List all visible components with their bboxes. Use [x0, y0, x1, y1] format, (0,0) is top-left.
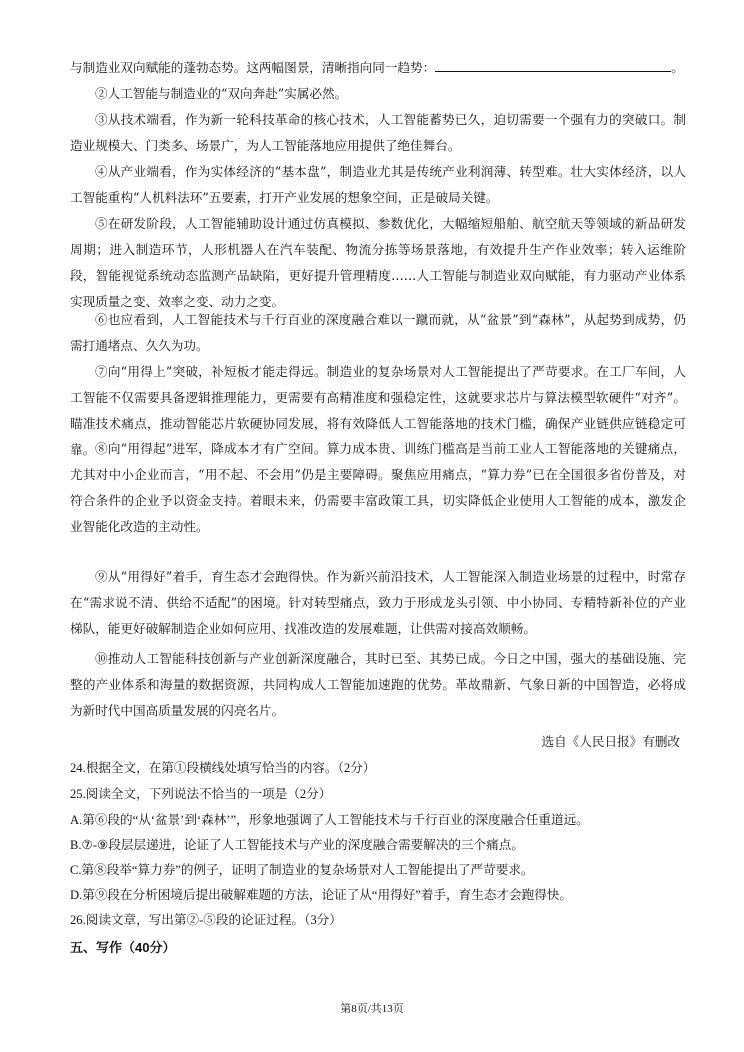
paragraph-1-text: 与制造业双向赋能的蓬勃态势。这两幅图景，清晰指向同一趋势： — [70, 60, 436, 75]
paragraph-6: ⑥也应看到，人工智能技术与千行百业的深度融合难以一蹴而就，从“盆景”到“森林”，从起势到成势，仍需打通堵点、久久为功。 — [70, 312, 686, 353]
paragraph-1-end — [70, 55, 686, 81]
answer-blank[interactable] — [435, 57, 671, 72]
paragraph-3: ③从技术端看，作为新一轮科技革命的核心技术，人工智能蓄势已久，迫切需要一个强有力的突破口。制造业规模大、门类多、场景广，为人工智能落地应用提供了绝佳舞台。 — [70, 112, 686, 153]
question-26: 26.阅读文章，写出第②-⑤段的论证过程。（3分） — [70, 913, 342, 927]
question-25-option-a[interactable]: A.第⑥段的“从‘盆景’到‘森林’”，形象地强调了人工智能技术与千行百业的深度融合任重道远。 — [70, 813, 589, 827]
question-24: 24.根据全文，在第①段横线处填写恰当的内容。（2分） — [70, 761, 376, 775]
paragraph-9: ⑨从“用得好”着手，育生态才会跑得快。作为新兴前沿技术，人工智能深入制造业场景的过程中，时常存在“需求说不清、供给不适配”的困境。针对转型痛点，致力于形成龙头引领、中小协同、专精特新补位的产业梯队，能更好破解制造企业如何应用、找准改造的发展难题，让供需对接高效顺畅。 — [70, 569, 686, 636]
paragraph-10: ⑩推动人工智能科技创新与产业创新深度融合，其时已至、其势已成。今日之中国，强大的基础设施、完整的产业体系和海量的数据资源，共同构成人工智能加速跑的优势。革故鼎新、气象日新的中国智造，必将成为新时代中国高质量发展的闪亮名片。 — [70, 651, 686, 718]
paragraph-2: ②人工智能与制造业的“双向奔赴”实属必然。 — [95, 86, 348, 101]
page-number: 第8页/共13页 — [340, 1003, 404, 1015]
question-25-option-c[interactable]: C.第⑧段举“算力券”的例子，证明了制造业的复杂场景对人工智能提出了严苛要求。 — [70, 863, 534, 877]
question-25: 25.阅读全文，下列说法不恰当的一项是（2分） — [70, 787, 332, 801]
paragraph-7: ⑦向“用得上”突破，补短板才能走得远。制造业的复杂场景对人工智能提出了严苛要求。在工厂车间，人工智能不仅需要具备逻辑推理能力，更需要有高精准度和强稳定性，这就要求芯片与算法模型软硬件“对齐”。瞄准技术痛点，推动智能芯片软硬协同发展，将有效降低人工智能落地的技术门槛，确保产业链供应链稳定可靠。 — [70, 364, 686, 457]
paragraph-8: ⑧向“用得起”进军，降成本才有广空间。算力成本贵、训练门槛高是当前工业人工智能落地的关键痛点，尤其对中小企业而言，“用不起、不会用”仍是主要障碍。聚焦应用痛点，“算力券”已在全国很多省份普及，对符合条件的企业予以资金支持。着眼未来，仍需要丰富政策工具，切实降低企业使用人工智能的成本，激发企业智能化改造的主动性。 — [70, 441, 686, 534]
section-heading-writing: 五、写作（40分） — [70, 940, 176, 955]
paragraph-4: ④从产业端看，作为实体经济的“基本盘”，制造业尤其是传统产业利润薄、转型难。壮大实体经济，以人工智能重构“人机料法环”五要素，打开产业发展的想象空间，正是破局关键。 — [70, 164, 686, 205]
article-source: 选自《人民日报》有删改 — [541, 734, 680, 749]
paragraph-1-tail: 。 — [671, 60, 684, 75]
paragraph-5: ⑤在研发阶段，人工智能辅助设计通过仿真模拟、参数优化，大幅缩短船舶、航空航天等领域的新品研发周期；进入制造环节，人形机器人在汽车装配、物流分拣等场景落地，有效提升生产作业效率；转入运维阶段，智能视觉系统动态监测产品缺陷，更好提升管理精度……人工智能与制造业双向赋能，有力驱动产业体系实现质量之变、效率之变、动力之变。 — [70, 216, 686, 309]
question-25-option-d[interactable]: D.第⑨段在分析困境后提出破解难题的方法，论证了从“用得好”着手，育生态才会跑得快。 — [70, 888, 572, 902]
question-25-option-b[interactable]: B.⑦-⑨段层层递进，论证了人工智能技术与产业的深度融合需要解决的三个痛点。 — [70, 838, 524, 852]
